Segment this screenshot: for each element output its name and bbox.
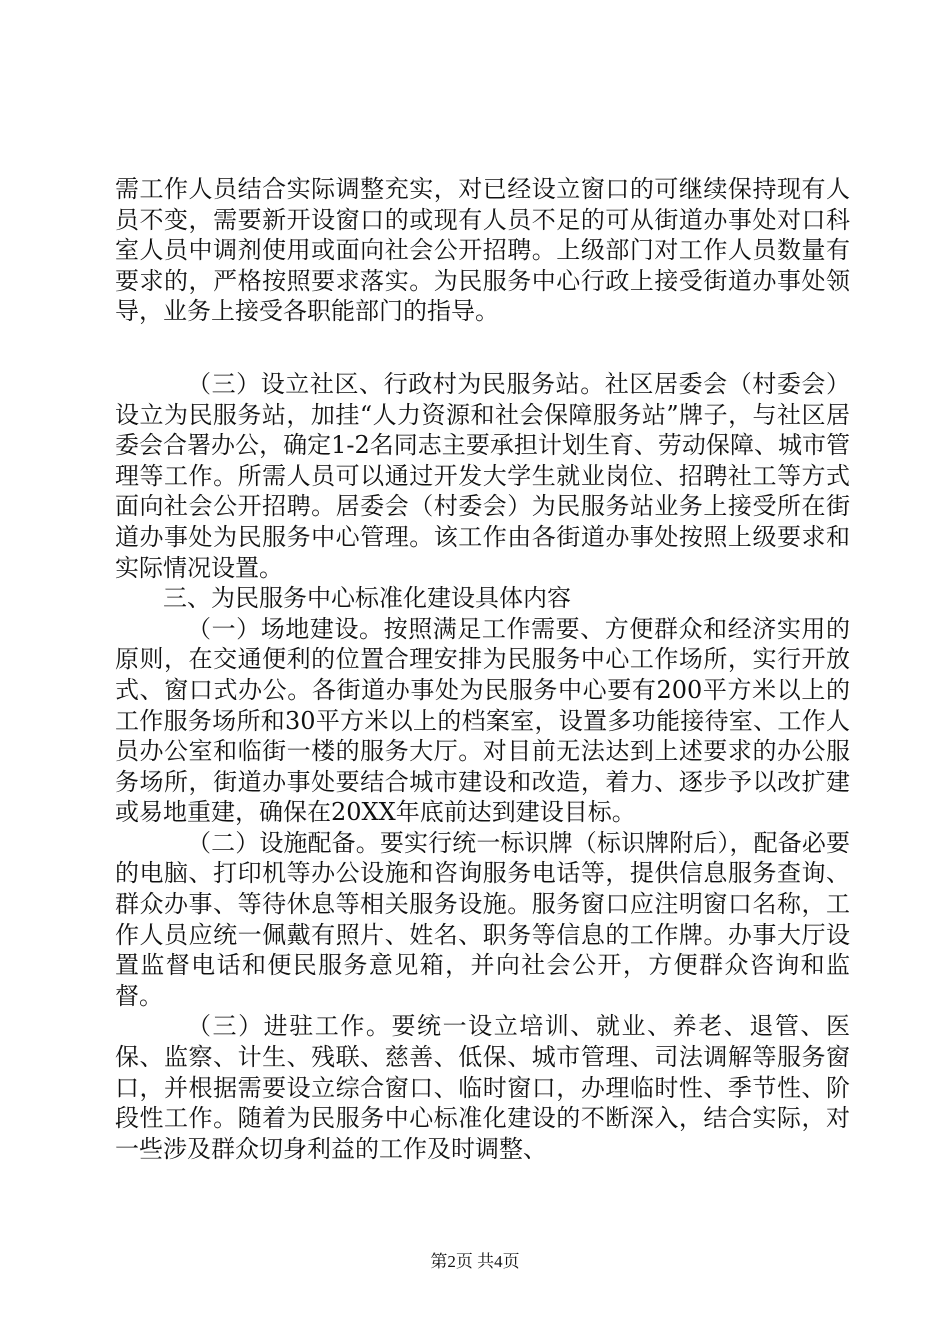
paragraph-facilities: （二）设施配备。要实行统一标识牌（标识牌附后），配备必要的电脑、打印机等办公设施和咨询服务电话等，提供信息服务查询、群众办事、等待休息等相关服务设施。服务窗口应注明窗口名称，工作人员应统一佩戴有照片、姓名、职务等信息的工作牌。办事大厅设置监督电话和便民服务意见箱，并向社会公开，方便群众咨询和监督。: [115, 828, 850, 1010]
document-body: [115, 174, 850, 1164]
paragraph-stationed-work: （三）进驻工作。要统一设立培训、就业、养老、退管、医保、监察、计生、残联、慈善、低保、城市管理、司法调解等服务窗口，并根据需要设立综合窗口、临时窗口，办理临时性、季节性、阶段性工作。随着为民服务中心标准化建设的不断深入，结合实际，对一些涉及群众切身利益的工作及时调整、: [115, 1012, 850, 1163]
paragraph-service-station: （三）设立社区、行政村为民服务站。社区居委会（村委会）设立为民服务站，加挂“人力资源和社会保障服务站”牌子，与社区居委会合署办公，确定1-2名同志主要承担计划生育、劳动保障、城市管理等工作。所需人员可以通过开发大学生就业岗位、招聘社工等方式面向社会公开招聘。居委会（村委会）为民服务站业务上接受所在街道办事处为民服务中心管理。该工作由各街道办事处按照上级要求和实际情况设置。: [115, 369, 850, 582]
section-heading-standardization: 三、为民服务中心标准化建设具体内容: [163, 584, 571, 613]
page-number-footer: 第2页 共4页: [430, 1252, 520, 1271]
paragraph-spacer: [115, 327, 850, 369]
paragraph-site-construction: （一）场地建设。按照满足工作需要、方便群众和经济实用的原则，在交通便利的位置合理安排为民服务中心工作场所，实行开放式、窗口式办公。各街道办事处为民服务中心要有200平方米以上的工作服务场所和30平方米以上的档案室，设置多功能接待室、工作人员办公室和临街一楼的服务大厅。对目前无法达到上述要求的办公服务场所，街道办事处要结合城市建设和改造，着力、逐步予以改扩建或易地重建，确保在20XX年底前达到建设目标。: [115, 614, 850, 827]
paragraph-staffing: 需工作人员结合实际调整充实，对已经设立窗口的可继续保持现有人员不变，需要新开设窗口的或现有人员不足的可从街道办事处对口科室人员中调剂使用或面向社会公开招聘。上级部门对工作人员数量有要求的，严格按照要求落实。为民服务中心行政上接受街道办事处领导，业务上接受各职能部门的指导。: [115, 175, 850, 326]
